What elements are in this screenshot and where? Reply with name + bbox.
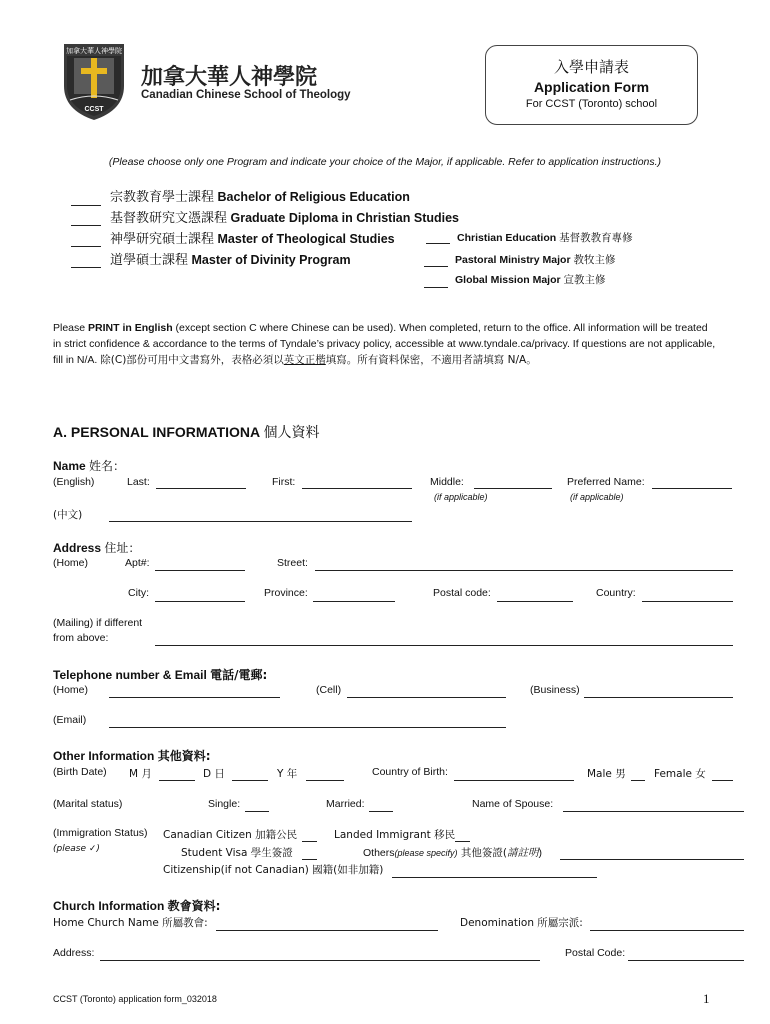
church-info-heading: Church Information 教會資料:	[53, 899, 221, 913]
church-address-label: Address:	[53, 947, 95, 959]
print-instructions-paragraph: Please PRINT in English (except section C where Chinese can be used). When completed, return to the office. All information will be treated in strict confidence & accordance to the terms of Tyndale’s privacy policy, accessible at www.tyndale.ca/privacy. If questions are not applicable, fill in N/A. 除(C)部份可用中文書寫外，表格必須以英文正楷填寫。所有資料保密，不適用者請填寫 N/A。	[53, 322, 716, 366]
year-label: Y 年	[277, 768, 298, 780]
major-option-2: Pastoral Ministry Major 教牧主修	[455, 254, 616, 266]
spouse-name-label: Name of Spouse:	[472, 798, 554, 810]
preferred-name-field[interactable]	[652, 488, 732, 489]
chinese-name-field[interactable]	[109, 521, 412, 522]
year-field[interactable]	[306, 780, 344, 781]
canadian-citizen-checkbox[interactable]	[302, 841, 317, 842]
program-option-1: 宗教教育學士課程 Bachelor of Religious Education	[110, 190, 410, 205]
male-label: Male 男	[587, 768, 626, 780]
student-visa-label: Student Visa 學生簽證	[181, 847, 293, 859]
chinese-name-label: (中文)	[53, 509, 83, 521]
others-visa-label: Others(please specify) 其他簽證(請註明)	[363, 847, 542, 859]
city-label: City:	[128, 587, 149, 599]
last-name-label: Last:	[127, 476, 150, 488]
home-address-label: (Home)	[53, 557, 89, 569]
others-visa-field[interactable]	[560, 859, 744, 860]
preferred-if-applicable: (if applicable)	[570, 492, 624, 502]
apt-label: Apt#:	[125, 557, 150, 569]
mailing-label-2: from above:	[53, 632, 109, 644]
major-checkbox-line-2[interactable]	[424, 266, 448, 267]
citizenship-field[interactable]	[392, 877, 597, 878]
day-label: D 日	[203, 768, 225, 780]
mailing-label-1: (Mailing) if different	[53, 617, 143, 629]
postal-code-field[interactable]	[497, 601, 573, 602]
form-id-footer: CCST (Toronto) application form_032018	[53, 994, 217, 1004]
first-name-field[interactable]	[302, 488, 412, 489]
program-instructions: (Please choose only one Program and indicate your choice of the Major, if applicable. Refer to application instructions.)	[108, 156, 662, 168]
program-checkbox-line-2[interactable]	[71, 225, 101, 226]
female-label: Female 女	[654, 768, 706, 780]
day-field[interactable]	[232, 780, 268, 781]
form-title-cn: 入學申請表	[553, 58, 629, 76]
email-label: (Email)	[53, 714, 87, 726]
name-heading: Name 姓名：	[53, 459, 126, 473]
birth-date-label: (Birth Date)	[53, 766, 107, 778]
married-label: Married:	[326, 798, 365, 810]
address-heading: Address 住址：	[53, 541, 141, 555]
middle-name-field[interactable]	[474, 488, 552, 489]
program-option-2: 基督教研究文憑課程 Graduate Diploma in Christian Studies	[110, 211, 460, 226]
home-church-field[interactable]	[216, 930, 438, 931]
canadian-citizen-label: Canadian Citizen 加籍公民	[163, 829, 298, 841]
street-label: Street:	[277, 557, 308, 569]
page-number: 1	[703, 991, 710, 1006]
cell-phone-field[interactable]	[347, 697, 506, 698]
major-checkbox-line-1[interactable]	[426, 243, 450, 244]
logo-text-top: 加拿大華人神學院	[66, 47, 122, 55]
mailing-address-field[interactable]	[155, 645, 733, 646]
country-of-birth-label: Country of Birth:	[372, 766, 448, 778]
country-label: Country:	[596, 587, 636, 599]
marital-status-label: (Marital status)	[53, 798, 123, 810]
student-visa-checkbox[interactable]	[302, 859, 317, 860]
program-option-4: 道學碩士課程 Master of Divinity Program	[110, 253, 351, 268]
middle-if-applicable: (if applicable)	[434, 492, 488, 502]
country-of-birth-field[interactable]	[454, 780, 574, 781]
home-church-label: Home Church Name 所屬教會:	[53, 917, 208, 929]
female-checkbox[interactable]	[712, 780, 733, 781]
home-phone-label: (Home)	[53, 684, 89, 696]
married-checkbox[interactable]	[369, 811, 393, 812]
landed-immigrant-checkbox[interactable]	[455, 841, 470, 842]
postal-code-label: Postal code:	[433, 587, 491, 599]
province-field[interactable]	[313, 601, 395, 602]
denomination-label: Denomination 所屬宗派:	[460, 917, 583, 929]
form-title-en: Application Form	[533, 79, 650, 95]
preferred-name-label: Preferred Name:	[567, 476, 645, 488]
major-option-3: Global Mission Major 宣教主修	[455, 274, 606, 286]
program-checkbox-line-1[interactable]	[71, 205, 101, 206]
business-phone-label: (Business)	[530, 684, 580, 696]
city-field[interactable]	[155, 601, 245, 602]
denomination-field[interactable]	[590, 930, 744, 931]
male-checkbox[interactable]	[631, 780, 645, 781]
please-check-label: (please ✓)	[53, 844, 100, 854]
landed-immigrant-label: Landed Immigrant 移民	[334, 829, 456, 841]
form-title-box	[485, 45, 698, 125]
home-phone-field[interactable]	[109, 697, 280, 698]
first-name-label: First:	[272, 476, 296, 488]
immigration-status-label: (Immigration Status)	[53, 827, 148, 839]
month-label: M 月	[129, 768, 152, 780]
major-checkbox-line-3[interactable]	[424, 287, 448, 288]
spouse-name-field[interactable]	[563, 811, 744, 812]
school-name-en: Canadian Chinese School of Theology	[141, 89, 351, 101]
church-postal-code-label: Postal Code:	[565, 947, 626, 959]
street-field[interactable]	[315, 570, 733, 571]
cell-phone-label: (Cell)	[316, 684, 342, 696]
single-checkbox[interactable]	[245, 811, 269, 812]
province-label: Province:	[264, 587, 308, 599]
telephone-heading: Telephone number & Email 電話/電郵:	[53, 668, 268, 682]
last-name-field[interactable]	[156, 488, 246, 489]
apt-field[interactable]	[155, 570, 245, 571]
major-option-1: Christian Education 基督教教育專修	[457, 232, 633, 244]
email-field[interactable]	[109, 727, 506, 728]
single-label: Single:	[208, 798, 241, 810]
section-a-heading: A. PERSONAL INFORMATIONA 個人資料	[53, 424, 320, 441]
middle-name-label: Middle:	[430, 476, 464, 488]
citizenship-label: Citizenship(if not Canadian) 國籍(如非加籍)	[163, 864, 384, 876]
form-subtitle: For CCST (Toronto) school	[525, 98, 658, 110]
month-field[interactable]	[159, 780, 195, 781]
school-name-cn: 加拿大華人神學院	[141, 65, 318, 90]
country-field[interactable]	[642, 601, 733, 602]
program-option-3: 神學研究碩士課程 Master of Theological Studies	[110, 232, 395, 247]
business-phone-field[interactable]	[584, 697, 733, 698]
church-address-field[interactable]	[100, 960, 540, 961]
other-info-heading: Other Information 其他資料:	[53, 749, 211, 763]
church-postal-code-field[interactable]	[628, 960, 744, 961]
program-checkbox-line-4[interactable]	[71, 267, 101, 268]
logo-text-bottom: CCST	[84, 106, 104, 113]
english-label: (English)	[53, 476, 95, 488]
program-checkbox-line-3[interactable]	[71, 246, 101, 247]
